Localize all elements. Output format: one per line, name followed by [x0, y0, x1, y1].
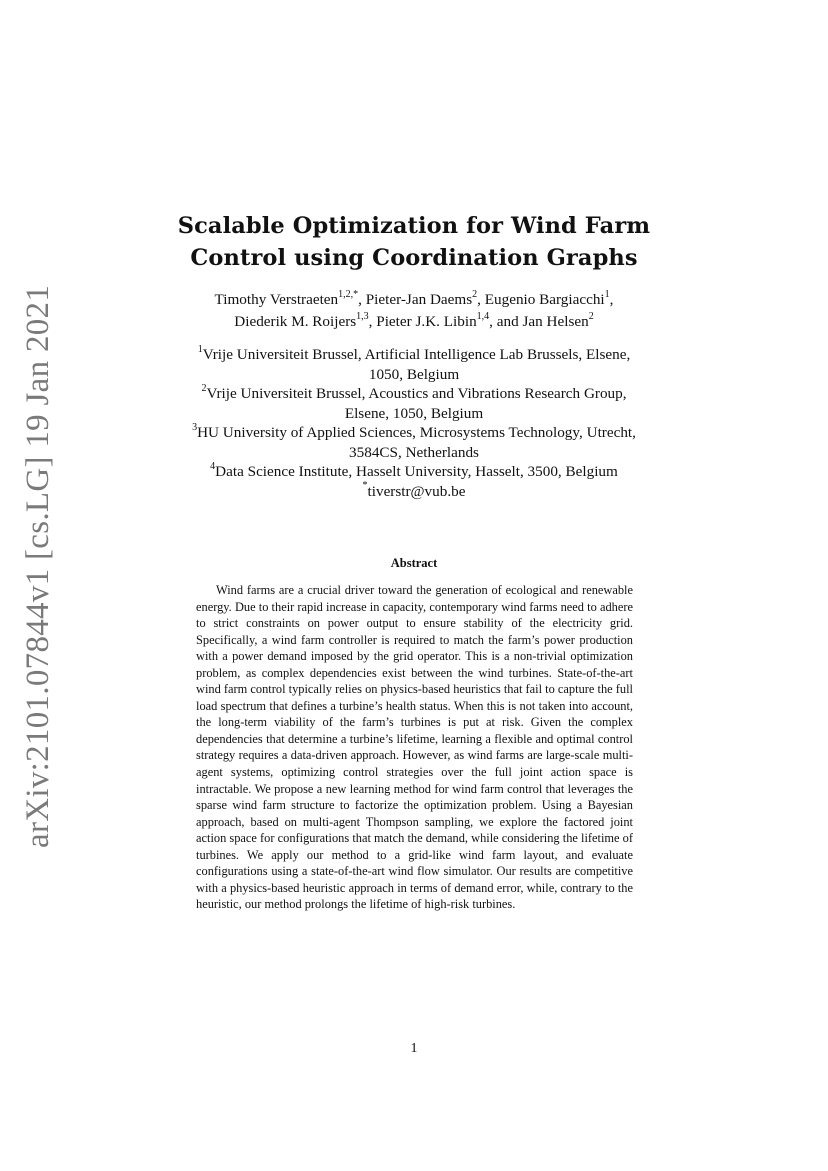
author-name: Pieter-Jan Daems: [365, 291, 473, 308]
page-number: 1: [410, 1041, 418, 1056]
author-name: Timothy Verstraeten: [214, 291, 339, 308]
author-list: [0, 289, 828, 333]
affiliation-marker: 1: [197, 343, 203, 355]
affiliation-text: Vrije Universiteit Brussel, Acoustics and Vibrations Research Group,: [206, 385, 627, 402]
affiliation-text: Vrije Universiteit Brussel, Artificial Intelligence Lab Brussels, Elsene,: [202, 346, 631, 363]
arxiv-identifier-stamp: arXiv:2101.07844v1 [cs.LG] 19 Jan 2021: [20, 284, 56, 848]
author-name: Pieter J.K. Libin: [376, 313, 477, 330]
affiliation-text: Data Science Institute, Hasselt University, Hasselt, 3500, Belgium: [215, 463, 618, 480]
author-separator: ,: [477, 291, 485, 308]
affiliation-1-line-2: 1050, Belgium: [368, 365, 460, 383]
affiliation-3-line-2: 3584CS, Netherlands: [349, 443, 479, 461]
author-separator: , and: [489, 313, 523, 330]
author-separator: ,: [368, 313, 377, 330]
title-line-1: Scalable Optimization for Wind Farm: [177, 213, 651, 239]
abstract-paragraph: Wind farms are a crucial driver toward the generation of ecological and renewable energy. Due to their rapid increase in capacity, contemporary wind farms need to adhere to strict constraints on power output to ensure stability of the electricity grid. Specifically, a wind farm controller is required to match the farm’s power production with a power demand imposed by the grid operator. This is a non-trivial optimization problem, as complex dependencies exist between the wind turbines. State-of-the-art wind farm control typically relies on physics-based heuristics that fail to capture the full load spectrum that defines a turbine’s health status. When this is not taken into account, the long-term viability of the farm’s turbines is put at risk. Given the complex dependencies that determine a turbine’s lifetime, learning a flexible and optimal control strategy requires a data-driven approach. However, as wind farms are large-scale multi-agent systems, optimizing control strategies over the full joint action space is intractable. We propose a new learning method for wind farm control that leverages the sparse wind farm structure to factorize the optimization problem. Using a Bayesian approach, based on multi-agent Thompson sampling, we explore the factored joint action space for configurations that match the demand, while considering the lifetime of turbines. We apply our method to a grid-like wind farm layout, and evaluate configurations using a state-of-the-art wind flow simulator. Our results are competitive with a physics-based heuristic approach in terms of demand error, while, contrary to the heuristic, our method prolongs the lifetime of high-risk turbines.: [196, 583, 633, 912]
author-line-1: [0, 289, 828, 311]
author-affiliation-marker: 1,3: [356, 310, 369, 322]
title-line-2: Control using Coordination Graphs: [190, 245, 638, 271]
email-address: tiverstr@vub.be: [367, 482, 466, 500]
author-name: Jan Helsen: [522, 313, 589, 330]
affiliation-3-line-1: [0, 423, 828, 443]
author-affiliation-marker: 2: [588, 310, 594, 322]
affiliation-2-line-2: Elsene, 1050, Belgium: [344, 404, 484, 422]
author-separator: ,: [358, 291, 366, 308]
abstract-body: [196, 582, 633, 913]
affiliation-marker: 2: [201, 382, 207, 394]
author-line-2: [0, 311, 828, 333]
affiliation-marker: 4: [210, 460, 216, 472]
author-affiliation-marker: 2: [472, 288, 478, 300]
affiliation-list: [0, 345, 828, 501]
author-affiliation-marker: 1,4: [476, 310, 490, 322]
author-affiliation-marker: 1: [604, 288, 610, 300]
affiliation-text: HU University of Applied Sciences, Microsystems Technology, Utrecht,: [197, 424, 636, 441]
author-name: Diederik M. Roijers: [234, 313, 357, 330]
author-name: Eugenio Bargiacchi: [484, 291, 605, 308]
author-separator: ,: [609, 291, 614, 308]
corresponding-email: [0, 482, 828, 502]
affiliation-2-line-1: [0, 384, 828, 404]
affiliation-marker: 3: [192, 421, 198, 433]
affiliation-4-line-1: [0, 462, 828, 482]
abstract-heading: Abstract: [390, 556, 438, 570]
author-affiliation-marker: 1,2,*: [338, 288, 359, 300]
paper-title: [0, 210, 828, 274]
email-marker: *: [362, 480, 368, 492]
affiliation-1-line-1: [0, 345, 828, 365]
